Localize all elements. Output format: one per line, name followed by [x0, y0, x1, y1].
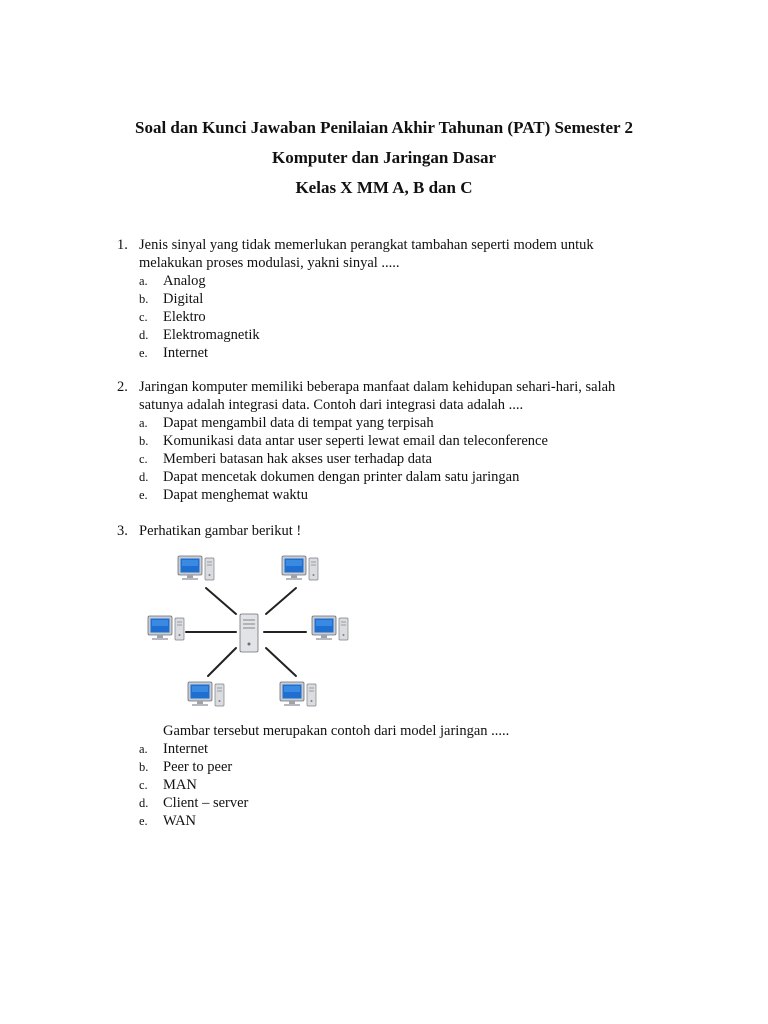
- option-d[interactable]: [117, 794, 657, 812]
- question-3: [117, 522, 657, 540]
- option-letter: d.: [139, 470, 149, 484]
- option-text: Digital: [163, 291, 204, 307]
- option-text: Internet: [163, 741, 209, 757]
- option-letter: c.: [139, 778, 148, 792]
- option-letter: a.: [139, 274, 148, 288]
- option-list: [117, 740, 657, 830]
- option-letter: a.: [139, 416, 148, 430]
- computer-icon: [188, 682, 224, 706]
- option-text: Memberi batasan hak akses user terhadap data: [163, 451, 432, 467]
- subject-title: Komputer dan Jaringan Dasar: [271, 148, 496, 167]
- option-c[interactable]: [117, 308, 657, 326]
- computer-icon: [312, 616, 348, 640]
- option-text: MAN: [163, 777, 197, 793]
- option-c[interactable]: [117, 450, 657, 468]
- option-text: Peer to peer: [163, 759, 233, 775]
- option-text: WAN: [163, 813, 197, 829]
- option-text: Analog: [163, 273, 206, 289]
- option-a[interactable]: [117, 414, 657, 432]
- option-letter: b.: [139, 760, 149, 774]
- computer-icon: [280, 682, 316, 706]
- computer-icon: [282, 556, 318, 580]
- question-3-answers: [117, 722, 657, 830]
- question-text: Jaringan komputer memiliki beberapa manfaat dalam kehidupan sehari-hari, salah satunya adalah integrasi data. Contoh dari integrasi data adalah ....: [139, 379, 616, 413]
- computer-icon: [148, 616, 184, 640]
- option-letter: e.: [139, 346, 148, 360]
- option-text: Dapat menghemat waktu: [163, 487, 308, 503]
- option-text: Dapat mencetak dokumen dengan printer dalam satu jaringan: [163, 469, 520, 485]
- option-letter: d.: [139, 796, 149, 810]
- figure-caption: Gambar tersebut merupakan contoh dari model jaringan .....: [163, 723, 510, 739]
- option-list: [117, 272, 657, 362]
- option-text: Internet: [163, 345, 209, 361]
- option-a[interactable]: [117, 272, 657, 290]
- option-a[interactable]: [117, 740, 657, 758]
- option-b[interactable]: [117, 758, 657, 776]
- option-list: [117, 414, 657, 504]
- option-text: Elektro: [163, 309, 206, 325]
- class-title: Kelas X MM A, B dan C: [295, 178, 473, 197]
- option-text: Client – server: [163, 795, 249, 811]
- option-e[interactable]: [117, 344, 657, 362]
- option-e[interactable]: [117, 812, 657, 830]
- option-c[interactable]: [117, 776, 657, 794]
- option-text: Dapat mengambil data di tempat yang terpisah: [163, 415, 434, 431]
- option-letter: c.: [139, 452, 148, 466]
- option-letter: d.: [139, 328, 149, 342]
- option-letter: e.: [139, 488, 148, 502]
- option-letter: e.: [139, 814, 148, 828]
- option-letter: c.: [139, 310, 148, 324]
- option-d[interactable]: [117, 326, 657, 344]
- question-number: 3.: [117, 523, 128, 539]
- question-text: Jenis sinyal yang tidak memerlukan perangkat tambahan seperti modem untuk melakukan proses modulasi, yakni sinyal .....: [139, 237, 594, 271]
- server-icon: [240, 614, 258, 652]
- option-letter: b.: [139, 292, 149, 306]
- computer-icon: [178, 556, 214, 580]
- document-title: Soal dan Kunci Jawaban Penilaian Akhir Tahunan (PAT) Semester 2: [135, 118, 633, 137]
- option-b[interactable]: [117, 290, 657, 308]
- question-text: Perhatikan gambar berikut !: [139, 523, 302, 539]
- option-e[interactable]: [117, 486, 657, 504]
- question-number: 1.: [117, 237, 128, 253]
- option-text: Elektromagnetik: [163, 327, 260, 343]
- question-1: [117, 236, 657, 362]
- option-d[interactable]: [117, 468, 657, 486]
- question-2: [117, 378, 657, 504]
- network-diagram: [140, 552, 360, 718]
- question-number: 2.: [117, 379, 128, 395]
- option-letter: b.: [139, 434, 149, 448]
- option-b[interactable]: [117, 432, 657, 450]
- option-text: Komunikasi data antar user seperti lewat email dan teleconference: [163, 433, 548, 449]
- option-letter: a.: [139, 742, 148, 756]
